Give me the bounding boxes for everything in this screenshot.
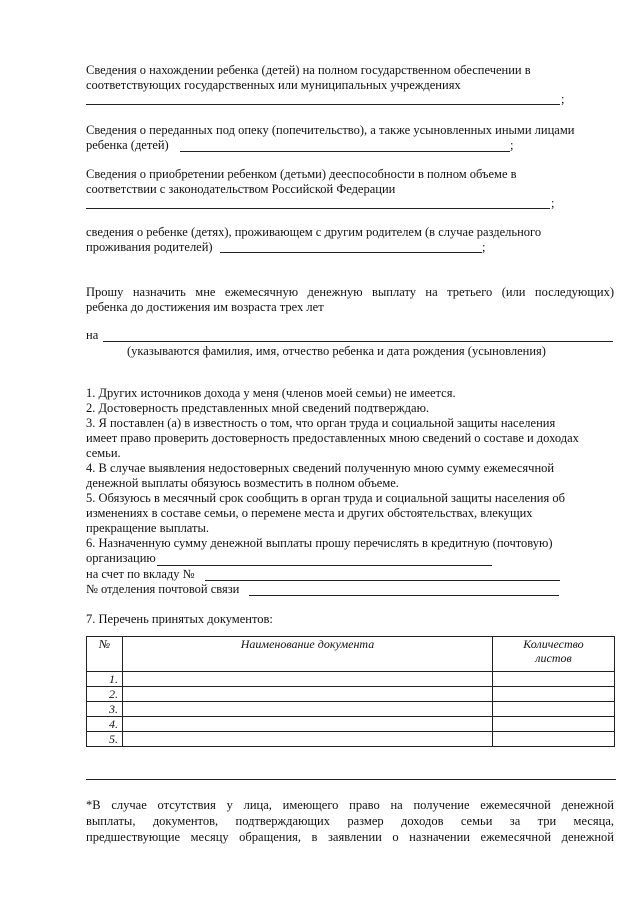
sheet-count-cell[interactable] [493, 672, 615, 687]
sec1-line1: Сведения о нахождении ребенка (детей) на полном государственном обеспечении в [86, 63, 531, 77]
account-label: на счет по вкладу № [86, 567, 195, 581]
organization-fill-line[interactable] [157, 565, 492, 566]
table-row [87, 672, 615, 687]
child-name-fill-line[interactable] [103, 341, 613, 342]
document-name-cell[interactable] [123, 717, 493, 732]
statement-5a: 5. Обязуюсь в месячный срок сообщить в орган труда и социальной защиты населения об [86, 491, 565, 505]
col-count-label-2: листов [535, 651, 572, 665]
sec4-line1: сведения о ребенке (детях), проживающем с другим родителем (в случае раздельного [86, 225, 542, 239]
account-fill-line[interactable] [205, 580, 560, 581]
request-line1: Прошу назначить мне ежемесячную денежную выплату на третьего (или последующих) [86, 285, 614, 299]
footnote-line-2: выплаты, документов, подтверждающих размер доходов семьи за три месяца, [86, 814, 614, 828]
row-num: 1. [87, 672, 123, 687]
post-office-label: № отделения почтовой связи [86, 582, 240, 596]
sec4-fill-line[interactable] [220, 252, 482, 253]
sheet-count-cell[interactable] [493, 717, 615, 732]
sheet-count-cell[interactable] [493, 687, 615, 702]
row-num: 5. [87, 732, 123, 747]
statement-4a: 4. В случае выявления недостоверных сведений полученную мною сумму ежемесячной [86, 461, 555, 475]
sec1-end: ; [561, 92, 565, 106]
footnote-line-3: предшествующие месяцу обращения, в заявлении о назначении ежемесячной денежной [86, 830, 614, 844]
document-name-cell[interactable] [123, 687, 493, 702]
table-row [87, 702, 615, 717]
col-name-header: Наименование документа [123, 637, 493, 672]
statement-4b: денежной выплаты обязуюсь возместить в полном объеме. [86, 476, 399, 490]
statement-6a: 6. Назначенную сумму денежной выплаты прошу перечислять в кредитную (почтовую) [86, 536, 553, 550]
sec2-line1: Сведения о переданных под опеку (попечительство), а также усыновленных иными лицами [86, 123, 575, 137]
request-hint: (указываются фамилия, имя, отчество ребенка и дата рождения (усыновления) [127, 344, 546, 358]
row-num: 3. [87, 702, 123, 717]
documents-heading: 7. Перечень принятых документов: [86, 612, 273, 626]
sec3-end: ; [551, 196, 555, 210]
document-name-cell[interactable] [123, 702, 493, 717]
col-count-label-1: Количество [523, 637, 584, 651]
col-num-header: № [87, 637, 123, 672]
statement-1: 1. Других источников дохода у меня (членов моей семьи) не имеется. [86, 386, 456, 400]
sec3-fill-line[interactable] [86, 208, 550, 209]
footnote-line-1: *В случае отсутствия у лица, имеющего право на получение ежемесячной денежной [86, 798, 614, 812]
sheet-count-cell[interactable] [493, 732, 615, 747]
sec3-line2: соответствии с законодательством Российской Федерации [86, 182, 396, 196]
documents-table [86, 636, 615, 747]
statement-3b: имеет право проверить достоверность предоставленных мною сведений о составе и доходах [86, 431, 579, 445]
table-row [87, 732, 615, 747]
sec4-line2: проживания родителей) [86, 240, 213, 254]
sec1-fill-line[interactable] [86, 104, 560, 105]
table-row [87, 687, 615, 702]
documents-header-row [87, 637, 615, 672]
statement-5b: изменениях в составе семьи, о перемене места и других обстоятельствах, влекущих [86, 506, 533, 520]
post-office-fill-line[interactable] [249, 595, 559, 596]
table-row [87, 717, 615, 732]
statement-3a: 3. Я поставлен (а) в известность о том, что орган труда и социальной защиты населения [86, 416, 556, 430]
sec2-fill-line[interactable] [180, 151, 510, 152]
footnote-separator [86, 779, 616, 780]
footnote [86, 797, 614, 845]
request-line2: ребенка до достижения им возраста трех лет [86, 300, 324, 314]
sheet-count-cell[interactable] [493, 702, 615, 717]
row-num: 4. [87, 717, 123, 732]
row-num: 2. [87, 687, 123, 702]
col-count-header [493, 637, 615, 672]
statement-6b: организацию [86, 551, 156, 565]
document-name-cell[interactable] [123, 672, 493, 687]
sec2-line2: ребенка (детей) [86, 138, 169, 152]
statement-2: 2. Достоверность представленных мной сведений подтверждаю. [86, 401, 430, 415]
sec4-end: ; [482, 240, 486, 254]
request-na: на [86, 328, 99, 342]
document-name-cell[interactable] [123, 732, 493, 747]
sec1-line2: соответствующих государственных или муниципальных учреждениях [86, 78, 461, 92]
sec3-line1: Сведения о приобретении ребенком (детьми) дееспособности в полном объеме в [86, 167, 517, 181]
statement-3c: семьи. [86, 446, 121, 460]
sec2-end: ; [510, 138, 514, 152]
statement-5c: прекращение выплаты. [86, 521, 210, 535]
